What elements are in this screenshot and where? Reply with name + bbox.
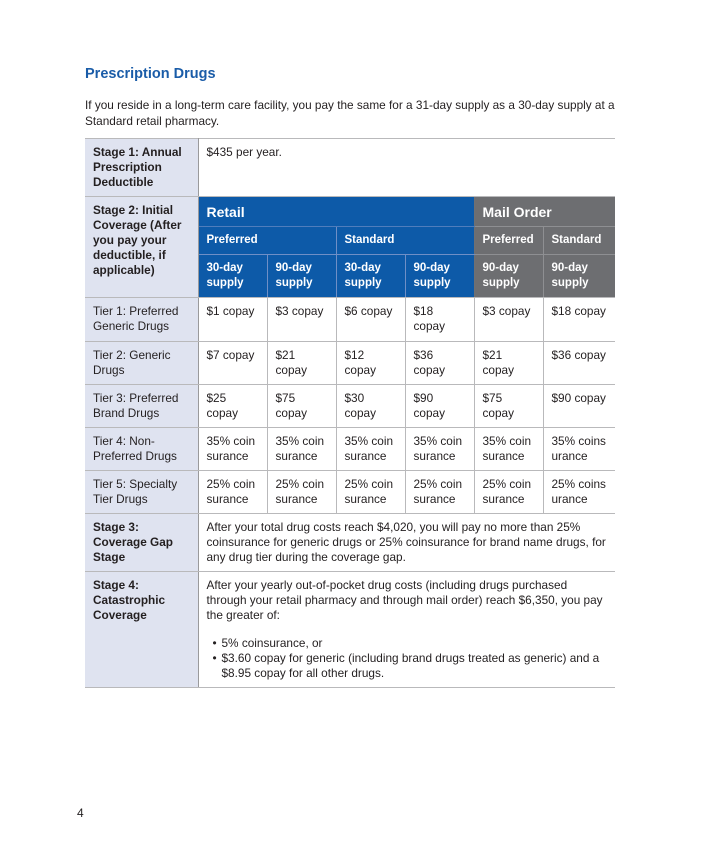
tier-value: 25% coinsurance — [336, 471, 405, 514]
tier-value: 35% coinsurance — [405, 428, 474, 471]
page-title: Prescription Drugs — [85, 66, 216, 82]
tier-value: $3 copay — [474, 298, 543, 342]
stage4-label: Stage 4: Catastrophic Coverage — [85, 572, 198, 688]
tier-value: 35% coinsurance — [543, 428, 615, 471]
stage1-row — [85, 139, 615, 197]
tier-value: 25% coinsurance — [474, 471, 543, 514]
tier-row — [85, 428, 615, 471]
tier-value: $36 copay — [405, 342, 474, 385]
supply-header: 30-day supply — [336, 255, 405, 298]
list-item: • 5% coinsurance, or — [207, 636, 609, 651]
prescription-drug-table — [85, 138, 615, 688]
tier-value: 25% coinsurance — [405, 471, 474, 514]
tier-value: $1 copay — [198, 298, 267, 342]
stage3-label: Stage 3: Coverage Gap Stage — [85, 514, 198, 572]
tier-value: 35% coinsurance — [198, 428, 267, 471]
tier-label: Tier 4: Non-Preferred Drugs — [85, 428, 198, 471]
mail-standard-header: Standard — [543, 227, 615, 255]
tier-value: $18 copay — [405, 298, 474, 342]
tier-value: $6 copay — [336, 298, 405, 342]
intro-paragraph: If you reside in a long-term care facility, you pay the same for a 31-day supply as a 30-day supply at a Standard retail pharmacy. — [85, 98, 615, 128]
tier-value: $18 copay — [543, 298, 615, 342]
retail-preferred-header: Preferred — [198, 227, 336, 255]
tier-value: 25% coinsurance — [267, 471, 336, 514]
mail-order-header: Mail Order — [474, 197, 615, 227]
tier-value: 35% coinsurance — [336, 428, 405, 471]
tier-value: $3 copay — [267, 298, 336, 342]
tier-row — [85, 385, 615, 428]
stage4-bullet-list — [207, 636, 609, 681]
tier-value: $7 copay — [198, 342, 267, 385]
tier-row — [85, 471, 615, 514]
tier-row — [85, 342, 615, 385]
tier-label: Tier 1: Preferred Generic Drugs — [85, 298, 198, 342]
stage2-header-row — [85, 197, 615, 227]
retail-header: Retail — [198, 197, 474, 227]
tier-value: 35% coinsurance — [267, 428, 336, 471]
tier-value: $12 copay — [336, 342, 405, 385]
tier-value: $75 copay — [474, 385, 543, 428]
list-item: • $3.60 copay for generic (including brand drugs treated as generic) and a $8.95 copay for all other drugs. — [207, 651, 609, 681]
retail-standard-header: Standard — [336, 227, 474, 255]
supply-header: 90-day supply — [474, 255, 543, 298]
stage2-label: Stage 2: Initial Coverage (After you pay your deductible, if applicable) — [85, 197, 198, 298]
tier-value: $21 copay — [267, 342, 336, 385]
stage1-value: $435 per year. — [198, 139, 615, 197]
tier-value: 25% coinsurance — [198, 471, 267, 514]
supply-header: 90-day supply — [267, 255, 336, 298]
stage4-text: After your yearly out-of-pocket drug costs (including drugs purchased through your retail pharmacy and through mail order) reach $6,350, you pay the greater of: — [206, 578, 603, 622]
tier-value: 25% coinsurance — [543, 471, 615, 514]
tier-label: Tier 2: Generic Drugs — [85, 342, 198, 385]
mail-preferred-header: Preferred — [474, 227, 543, 255]
stage4-cell — [198, 572, 615, 688]
tier-value: $75 copay — [267, 385, 336, 428]
supply-header: 30-day supply — [198, 255, 267, 298]
stage3-row — [85, 514, 615, 572]
stage3-text: After your total drug costs reach $4,020, you will pay no more than 25% coinsurance for generic drugs or 25% coinsurance for brand name drugs, for any drug tier during the coverage gap. — [198, 514, 615, 572]
tier-value: 35% coinsurance — [474, 428, 543, 471]
tier-label: Tier 3: Preferred Brand Drugs — [85, 385, 198, 428]
tier-value: $36 copay — [543, 342, 615, 385]
page-number: 4 — [77, 806, 84, 820]
tier-label: Tier 5: Specialty Tier Drugs — [85, 471, 198, 514]
stage1-label: Stage 1: Annual Prescription Deductible — [85, 139, 198, 197]
tier-value: $30 copay — [336, 385, 405, 428]
tier-value: $25 copay — [198, 385, 267, 428]
tier-row — [85, 298, 615, 342]
tier-value: $90 copay — [405, 385, 474, 428]
tier-value: $90 copay — [543, 385, 615, 428]
supply-header: 90-day supply — [543, 255, 615, 298]
supply-header: 90-day supply — [405, 255, 474, 298]
tier-value: $21 copay — [474, 342, 543, 385]
stage4-row — [85, 572, 615, 688]
